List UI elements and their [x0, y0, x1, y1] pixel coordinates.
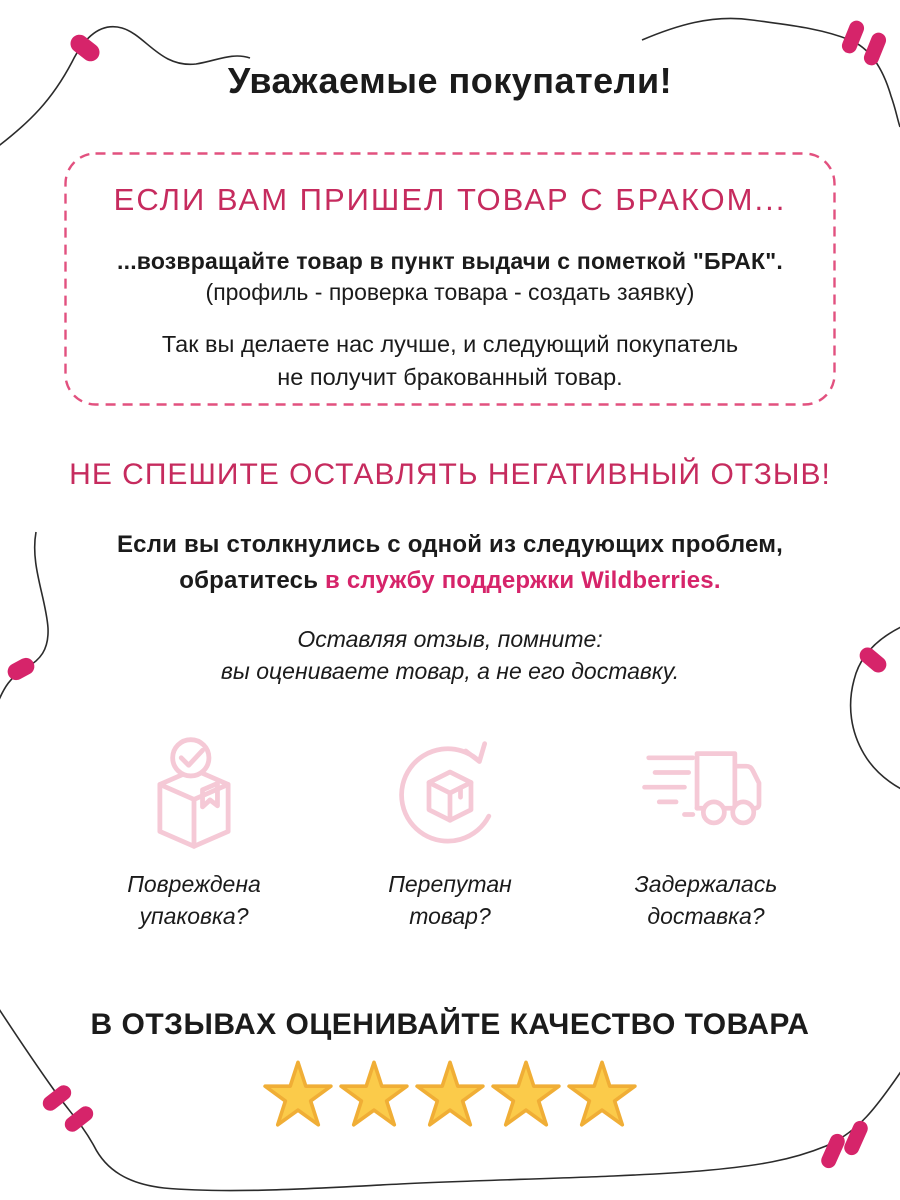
star-icon: [414, 1058, 486, 1130]
page-title: Уважаемые покупатели!: [227, 60, 673, 101]
problem-damaged-package: [66, 726, 322, 932]
defect-notice-box: [64, 152, 836, 406]
problem-wrong-item: [322, 726, 578, 932]
review-reminder: [0, 623, 900, 687]
defect-heading: ЕСЛИ ВАМ ПРИШЕЛ ТОВАР С БРАКОМ...: [113, 182, 787, 217]
defect-note: [64, 328, 836, 394]
review-body-line2: [0, 563, 900, 599]
footer-heading: В ОТЗЫВАХ ОЦЕНИВАЙТЕ КАЧЕСТВО ТОВАРА: [90, 1008, 810, 1041]
review-reminder-line2: вы оцениваете товар, а не его доставку.: [220, 658, 680, 684]
defect-note-line2: не получит бракованный товар.: [277, 364, 623, 390]
problem-delayed-delivery: [578, 726, 834, 932]
problems-row: [66, 726, 834, 932]
problem-label-line2: товар?: [409, 903, 491, 929]
problem-label: [388, 868, 512, 932]
delayed-delivery-icon: [638, 726, 775, 860]
problem-label-line1: Задержалась: [634, 871, 778, 897]
stars-row: [0, 1058, 900, 1130]
star-icon: [262, 1058, 334, 1130]
problem-label-line2: доставка?: [647, 903, 765, 929]
problem-label-line2: упаковка?: [139, 903, 249, 929]
review-body-line1: Если вы столкнулись с одной из следующих проблем,: [116, 531, 784, 558]
star-icon: [490, 1058, 562, 1130]
review-body-line2-prefix: обратитесь: [179, 567, 319, 594]
problem-label: [635, 868, 778, 932]
wildberries-support-link: в службу поддержки Wildberries.: [325, 567, 721, 594]
capsule-bottom-right-1: [819, 1132, 847, 1171]
defect-steps: (профиль - проверка товара - создать заявку): [205, 279, 695, 305]
defect-note-line1: Так вы делаете нас лучше, и следующий покупатель: [161, 331, 739, 357]
review-body: [0, 527, 900, 599]
wrong-item-icon: [387, 726, 513, 860]
review-section-heading: НЕ СПЕШИТЕ ОСТАВЛЯТЬ НЕГАТИВНЫЙ ОТЗЫВ!: [69, 458, 831, 491]
star-icon: [338, 1058, 410, 1130]
review-reminder-line1: Оставляя отзыв, помните:: [297, 626, 603, 652]
damaged-package-icon: [130, 726, 258, 860]
problem-label-line1: Перепутан: [388, 871, 512, 897]
problem-label: [127, 868, 261, 932]
defect-instruction: ...возвращайте товар в пункт выдачи с пометкой "БРАК".: [117, 248, 783, 274]
problem-label-line1: Повреждена: [127, 871, 261, 897]
star-icon: [566, 1058, 638, 1130]
capsule-top-right-1: [840, 18, 867, 55]
